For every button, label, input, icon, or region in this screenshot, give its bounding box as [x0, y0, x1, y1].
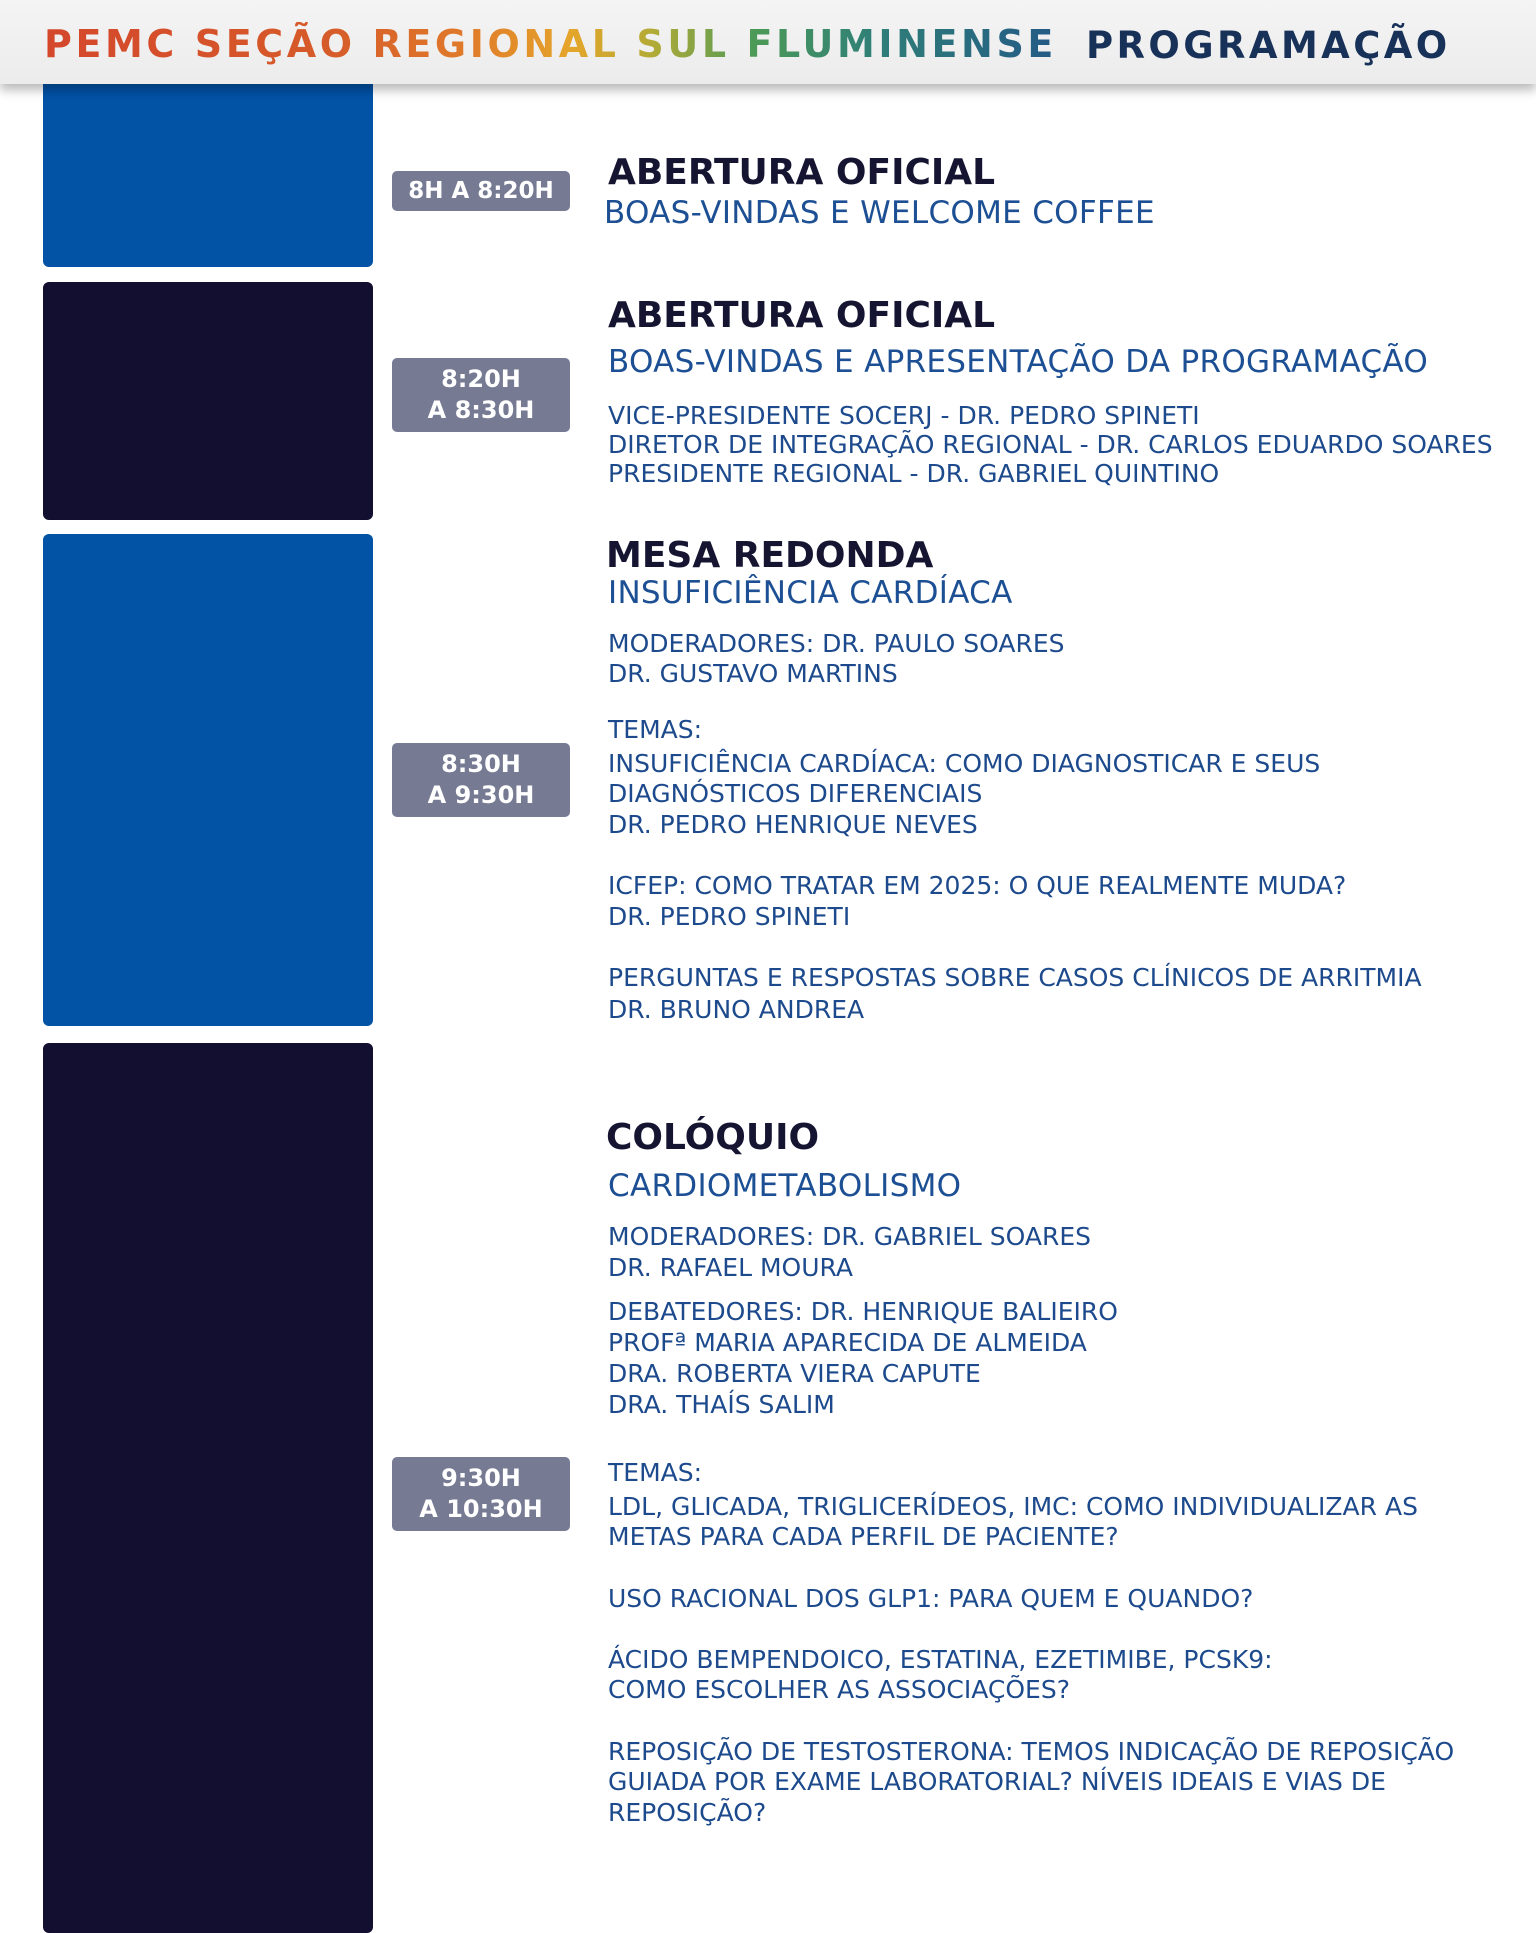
time-line: 8:20H — [441, 365, 521, 393]
session-4-debaters: DEBATEDORES: DR. HENRIQUE BALIEIRO — [608, 1297, 1118, 1326]
session-1-time-badge — [392, 171, 570, 211]
session-1-color-block — [43, 60, 373, 267]
session-4-topic-line: REPOSIÇÃO DE TESTOSTERONA: TEMOS INDICAÇÃO DE REPOSIÇÃO — [608, 1737, 1455, 1766]
session-2-speaker-line: DIRETOR DE INTEGRAÇÃO REGIONAL - DR. CARLOS EDUARDO SOARES — [608, 430, 1493, 459]
session-3-color-block — [43, 534, 373, 1026]
session-4-topic-line: COMO ESCOLHER AS ASSOCIAÇÕES? — [608, 1675, 1070, 1704]
session-3-moderators: MODERADORES: DR. PAULO SOARES — [608, 629, 1065, 658]
session-2-color-block — [43, 282, 373, 520]
session-4-color-block — [43, 1043, 373, 1933]
session-4-title: COLÓQUIO — [606, 1117, 820, 1158]
session-3-topic-line: PERGUNTAS E RESPOSTAS SOBRE CASOS CLÍNICOS DE ARRITMIA — [608, 963, 1422, 992]
time-line: 8:30H — [441, 750, 521, 778]
session-4-debaters: PROFª MARIA APARECIDA DE ALMEIDA — [608, 1328, 1087, 1357]
session-2-speaker-line: VICE-PRESIDENTE SOCERJ - DR. PEDRO SPINETI — [608, 401, 1200, 430]
session-2-time-badge — [392, 358, 570, 432]
time-line: A 8:30H — [427, 396, 535, 424]
session-4-debaters: DRA. ROBERTA VIERA CAPUTE — [608, 1359, 981, 1388]
session-3-topic-line: ICFEP: COMO TRATAR EM 2025: O QUE REALMENTE MUDA? — [608, 871, 1347, 900]
session-4-moderators: DR. RAFAEL MOURA — [608, 1253, 853, 1282]
session-3-title: MESA REDONDA — [606, 535, 934, 576]
session-4-debaters: DRA. THAÍS SALIM — [608, 1390, 835, 1419]
time-line: 9:30H — [441, 1464, 521, 1492]
session-1-subtitle: BOAS-VINDAS E WELCOME COFFEE — [604, 195, 1155, 231]
session-4-moderators: MODERADORES: DR. GABRIEL SOARES — [608, 1222, 1091, 1251]
session-3-time-badge — [392, 743, 570, 817]
session-3-topic-speaker: DR. PEDRO HENRIQUE NEVES — [608, 810, 978, 839]
session-4-topic-line: ÁCIDO BEMPENDOICO, ESTATINA, EZETIMIBE, PCSK9: — [608, 1645, 1273, 1674]
session-4-topic-line: USO RACIONAL DOS GLP1: PARA QUEM E QUANDO? — [608, 1584, 1254, 1613]
session-1-title: ABERTURA OFICIAL — [608, 152, 996, 193]
session-4-time-badge — [392, 1457, 570, 1531]
session-2-subtitle: BOAS-VINDAS E APRESENTAÇÃO DA PROGRAMAÇÃO — [608, 344, 1429, 380]
session-4-subtitle: CARDIOMETABOLISMO — [608, 1168, 962, 1204]
time-line: 8H A 8:20H — [408, 178, 554, 204]
time-line: A 9:30H — [427, 781, 535, 809]
session-4-topic-line: LDL, GLICADA, TRIGLICERÍDEOS, IMC: COMO INDIVIDUALIZAR AS — [608, 1492, 1418, 1521]
session-3-topic-speaker: DR. PEDRO SPINETI — [608, 902, 851, 931]
session-3-moderators: DR. GUSTAVO MARTINS — [608, 659, 898, 688]
session-3-topics-label: TEMAS: — [608, 715, 703, 744]
header-title: PEMC SEÇÃO REGIONAL SUL FLUMINENSE — [44, 22, 1057, 66]
session-4-topic-line: REPOSIÇÃO? — [608, 1798, 767, 1827]
session-3-topic-line: INSUFICIÊNCIA CARDÍACA: COMO DIAGNOSTICAR E SEUS — [608, 749, 1321, 778]
session-3-topic-speaker: DR. BRUNO ANDREA — [608, 995, 865, 1024]
session-3-topic-line: DIAGNÓSTICOS DIFERENCIAIS — [608, 779, 983, 808]
section-title: PROGRAMAÇÃO — [1086, 24, 1451, 67]
session-3-subtitle: INSUFICIÊNCIA CARDÍACA — [608, 575, 1013, 611]
session-4-topics-label: TEMAS: — [608, 1458, 703, 1487]
session-4-topic-line: GUIADA POR EXAME LABORATORIAL? NÍVEIS IDEAIS E VIAS DE — [608, 1767, 1386, 1796]
session-2-title: ABERTURA OFICIAL — [608, 295, 996, 336]
page-header — [0, 0, 1536, 84]
time-line: A 10:30H — [419, 1495, 543, 1523]
session-2-speaker-line: PRESIDENTE REGIONAL - DR. GABRIEL QUINTINO — [608, 459, 1220, 488]
session-4-topic-line: METAS PARA CADA PERFIL DE PACIENTE? — [608, 1522, 1119, 1551]
